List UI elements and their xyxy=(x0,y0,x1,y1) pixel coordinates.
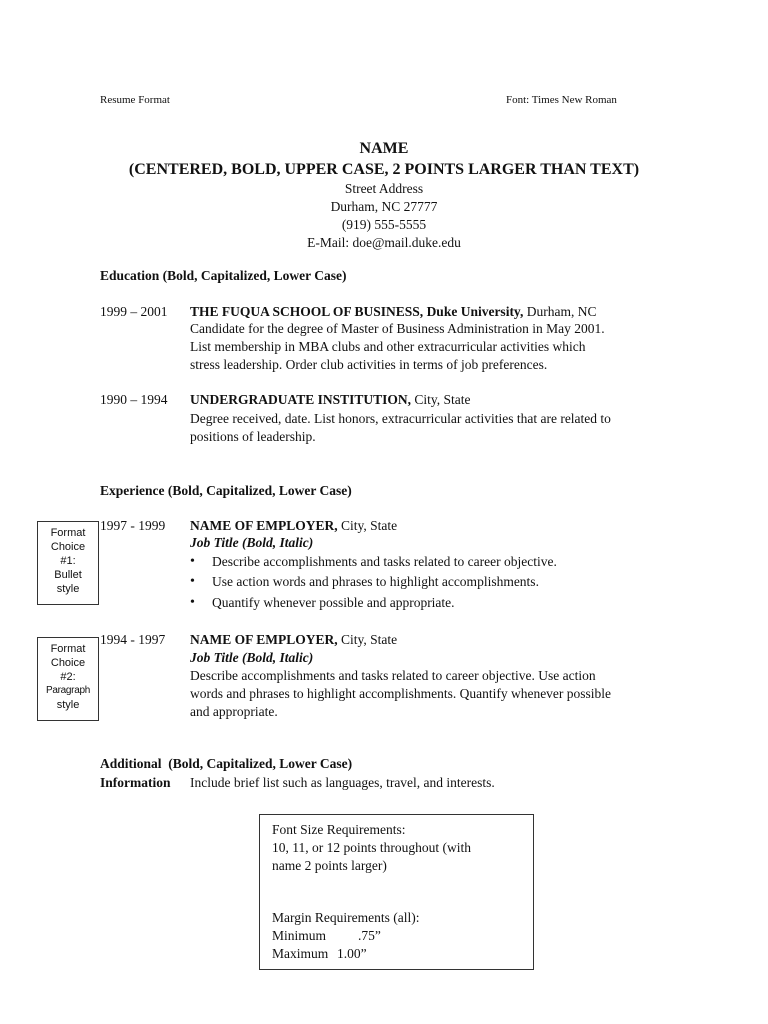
resume-name: NAME xyxy=(359,140,409,157)
max-label: Maximum xyxy=(272,946,329,961)
information-heading: Information xyxy=(100,775,171,790)
additional-heading: Additional (Bold, Capitalized, Lower Case) xyxy=(100,756,353,771)
experience-dates-2: 1994 - 1997 xyxy=(100,632,166,647)
box-line: style xyxy=(56,699,80,711)
box-line: #2: xyxy=(60,671,76,683)
experience-heading: Experience (Bold, Capitalized, Lower Case) xyxy=(100,483,352,498)
education-entry-2-lines xyxy=(190,410,611,446)
resume-name-note: (CENTERED, BOLD, UPPER CASE, 2 POINTS LARGER THAN TEXT) xyxy=(128,161,640,178)
doc-header-left: Resume Format xyxy=(100,94,170,106)
employer-name: NAME OF EMPLOYER, xyxy=(190,518,338,533)
phone-number: (919) 555-5555 xyxy=(341,217,427,232)
box-line: style xyxy=(56,583,80,595)
text-line: List membership in MBA clubs and other extracurricular activities which xyxy=(190,339,586,354)
education-entry-2-title xyxy=(190,391,471,409)
margin-minimum xyxy=(272,927,521,945)
text-line: positions of leadership. xyxy=(190,429,316,444)
city-state-zip: Durham, NC 27777 xyxy=(330,199,438,214)
box-line: Paragraph xyxy=(46,685,90,696)
employer-location: City, State xyxy=(341,632,398,647)
school-location: Durham, NC xyxy=(526,304,597,319)
bullet-list xyxy=(190,553,670,612)
format-choice-box-1 xyxy=(37,521,99,605)
text-line: Degree received, date. List honors, extracurricular activities that are related to xyxy=(190,411,611,426)
requirement-line: name 2 points larger) xyxy=(272,858,387,873)
margin-title: Margin Requirements (all): xyxy=(272,910,420,925)
education-dates-2: 1990 – 1994 xyxy=(100,392,168,407)
school-location: City, State xyxy=(414,392,471,407)
employer-name: NAME OF EMPLOYER, xyxy=(190,632,338,647)
university-name: Duke University, xyxy=(426,304,524,319)
requirement-line: Font Size Requirements: xyxy=(272,822,406,837)
requirements-box xyxy=(259,814,534,970)
box-line: Format xyxy=(50,643,86,655)
job-title-2: Job Title (Bold, Italic) xyxy=(190,650,314,665)
box-line: Bullet xyxy=(54,569,82,581)
text-line: words and phrases to highlight accomplishments. Quantify whenever possible xyxy=(190,686,612,701)
school-name: THE FUQUA SCHOOL OF BUSINESS, xyxy=(190,304,424,319)
job-title-1: Job Title (Bold, Italic) xyxy=(190,535,314,550)
requirement-line: 10, 11, or 12 points throughout (with xyxy=(272,840,471,855)
additional-text: Include brief list such as languages, travel, and interests. xyxy=(190,775,495,790)
text-line: Describe accomplishments and tasks related to career objective. Use action xyxy=(190,668,596,683)
spacer xyxy=(272,875,521,909)
email-address: E-Mail: doe@mail.duke.edu xyxy=(307,235,461,250)
box-line: Format xyxy=(50,527,86,539)
text-line: and appropriate. xyxy=(190,704,278,719)
bullet-item: • Use action words and phrases to highlight accomplishments. xyxy=(190,573,670,591)
box-line: #1: xyxy=(60,555,76,567)
max-value: 1.00” xyxy=(337,946,367,961)
box-line: Choice xyxy=(50,541,86,553)
education-heading: Education (Bold, Capitalized, Lower Case) xyxy=(100,268,347,283)
education-entry-1-title xyxy=(190,303,596,321)
street-address: Street Address xyxy=(344,181,424,196)
doc-header-right: Font: Times New Roman xyxy=(506,94,617,106)
experience-entry-1-title xyxy=(190,517,397,535)
experience-dates-1: 1997 - 1999 xyxy=(100,518,166,533)
experience-entry-2-title xyxy=(190,631,397,649)
min-value: .75” xyxy=(358,928,381,943)
margin-maximum xyxy=(272,945,521,963)
experience-entry-2-lines xyxy=(190,667,611,721)
employer-location: City, State xyxy=(341,518,398,533)
box-line: Choice xyxy=(50,657,86,669)
school-name: UNDERGRADUATE INSTITUTION, xyxy=(190,392,412,407)
bullet-item: • Quantify whenever possible and appropriate. xyxy=(190,594,670,612)
bullet-item: • Describe accomplishments and tasks related to career objective. xyxy=(190,553,670,571)
education-entry-1-lines xyxy=(190,320,605,374)
min-label: Minimum xyxy=(272,928,327,943)
education-dates-1: 1999 – 2001 xyxy=(100,304,168,319)
text-line: Candidate for the degree of Master of Business Administration in May 2001. xyxy=(190,321,605,336)
text-line: stress leadership. Order club activities in terms of job preferences. xyxy=(190,357,548,372)
format-choice-box-2 xyxy=(37,637,99,721)
